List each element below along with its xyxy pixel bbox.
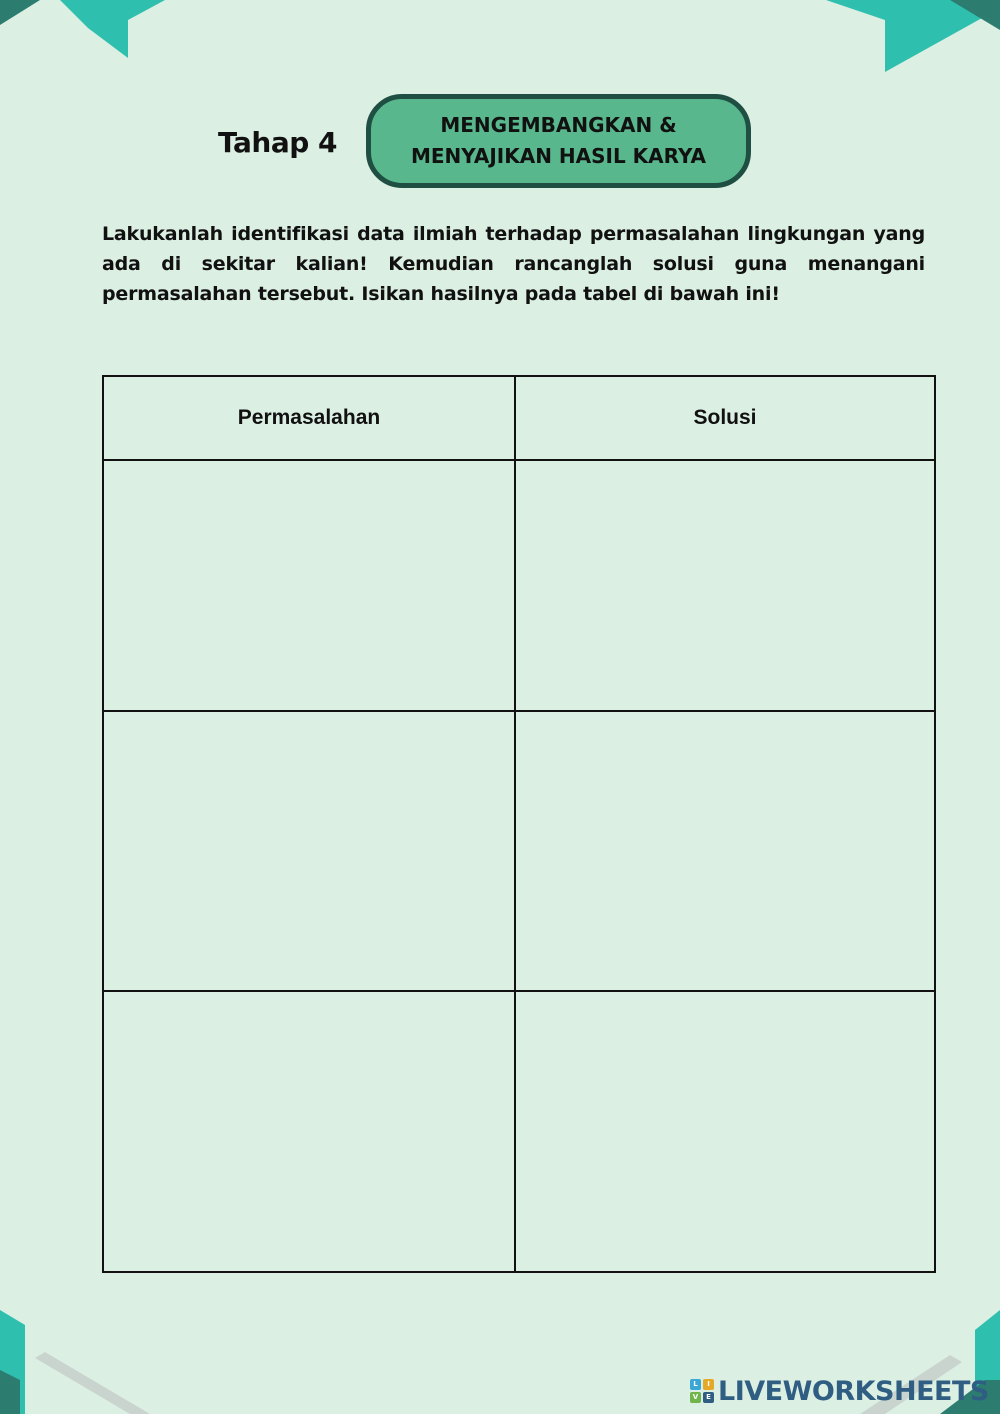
logo-letter: I — [703, 1379, 714, 1390]
answer-cell-solution[interactable] — [515, 991, 935, 1272]
header-solusi: Solusi — [515, 376, 935, 460]
answer-cell-problem[interactable] — [103, 991, 515, 1272]
logo-letter: E — [703, 1392, 714, 1403]
instructions-text: Lakukanlah identifikasi data ilmiah terhadap permasalahan lingkungan yang ada di sekitar kalian! Kemudian rancanglah solusi guna menangani permasalahan tersebut. Isikan hasilnya pada tabel di bawah ini! — [102, 223, 925, 305]
table-header-row — [103, 376, 935, 460]
liveworksheets-logo — [690, 1374, 989, 1408]
logo-letter: V — [690, 1392, 701, 1403]
logo-letter: L — [690, 1379, 701, 1390]
badge-line-1: MENGEMBANGKAN & — [440, 113, 677, 137]
answer-cell-problem[interactable] — [103, 460, 515, 711]
liveworksheets-logo-icon — [690, 1379, 714, 1403]
answer-cell-solution[interactable] — [515, 711, 935, 992]
badge-line-2: MENYAJIKAN HASIL KARYA — [410, 144, 706, 168]
answer-cell-problem[interactable] — [103, 711, 515, 992]
answer-table — [102, 375, 936, 1273]
table-row — [103, 711, 935, 992]
header-permasalahan: Permasalahan — [103, 376, 515, 460]
table-row — [103, 991, 935, 1272]
table-row — [103, 460, 935, 711]
answer-cell-solution[interactable] — [515, 460, 935, 711]
stage-title-badge — [366, 94, 751, 188]
brand-name: LIVEWORKSHEETS — [718, 1375, 989, 1407]
stage-label: Tahap 4 — [218, 126, 337, 159]
